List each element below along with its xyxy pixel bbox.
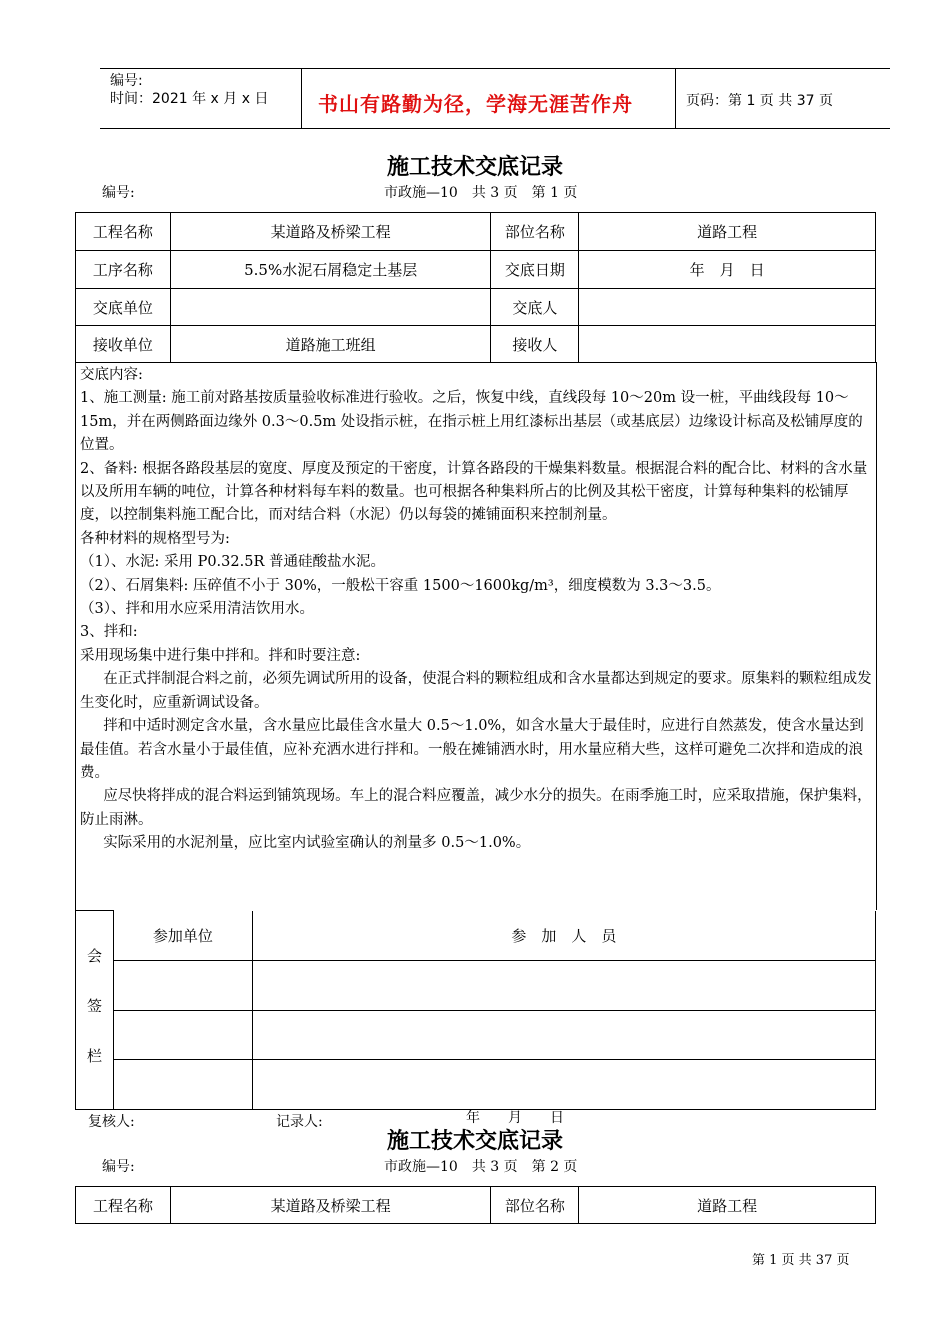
sign-cell: [252, 1011, 875, 1060]
cell-value: 5.5%水泥石屑稳定土基层: [170, 251, 491, 289]
cell-value: [170, 289, 491, 326]
header-bottom-rule: [100, 128, 890, 129]
record-title: 施工技术交底记录: [386, 154, 563, 180]
content-paragraph: 在正式拌制混合料之前，必须先调试所用的设备，使混合料的颗粒组成和含水量都达到规定的要求。原集料的颗粒组成发生变化时，应重新调试设备。: [80, 671, 872, 711]
info-row: [76, 1187, 876, 1224]
recorder-label: 记录人:: [276, 1114, 323, 1130]
sign-col-people: 参 加 人 员: [252, 911, 875, 961]
sign-cell: [113, 1011, 252, 1060]
sign-col-unit: 参加单位: [113, 911, 252, 961]
cell-value: 某道路及桥梁工程: [170, 1187, 491, 1224]
reviewer-label: 复核人:: [88, 1114, 135, 1130]
content-paragraph: 拌和中适时测定含水量，含水量应比最佳含水量大 0.5～1.0%，如含水量大于最佳时，应进行自然蒸发，使含水量达到最佳值。若含水量小于最佳值，应补充洒水进行拌和。一般在摊铺洒水时，用水量应稍大些，这样可避免二次拌和造成的浪费。: [80, 718, 864, 781]
sign-label-char: 栏: [86, 1047, 102, 1065]
sign-row: [76, 1011, 876, 1060]
page-footer: 第 1 页 共 37 页: [752, 1253, 850, 1268]
cell-label: 交底人: [491, 289, 579, 326]
cell-label: 交底单位: [76, 289, 171, 326]
cell-value: 道路施工班组: [170, 326, 491, 363]
cell-value: [579, 289, 876, 326]
cell-label: 部位名称: [491, 1187, 579, 1224]
cell-value: [579, 326, 876, 363]
sign-cell: [113, 1060, 252, 1110]
content-paragraph: （3）、拌和用水应采用清洁饮用水。: [80, 601, 314, 618]
cell-label: 接收单位: [76, 326, 171, 363]
record-info-table-2: [75, 1186, 876, 1224]
record-code: 市政施—10 共 3 页 第 1 页: [384, 185, 578, 201]
cell-label: 工序名称: [76, 251, 171, 289]
record-serial-label-2: 编号:: [102, 1159, 135, 1175]
cell-label: 工程名称: [76, 213, 171, 251]
header-divider-right: [675, 68, 676, 129]
cell-label: 工程名称: [76, 1187, 171, 1224]
header-motto: 书山有路勤为径，学海无涯苦作舟: [318, 92, 633, 116]
record-date: 年 月 日: [466, 1110, 564, 1126]
info-row: [76, 289, 876, 326]
cell-label: 部位名称: [491, 213, 579, 251]
record-info-table: [75, 212, 876, 363]
header-divider-left: [301, 68, 302, 129]
header-time: 时间：2021 年 x 月 x 日: [110, 91, 269, 107]
sign-header-row: [76, 911, 876, 961]
record-code-2: 市政施—10 共 3 页 第 2 页: [384, 1159, 578, 1175]
content-paragraph: （1）、水泥: 采用 P0.32.5R 普通硅酸盐水泥。: [80, 554, 385, 571]
info-row: [76, 326, 876, 363]
header-serial-label: 编号:: [110, 73, 143, 89]
content-paragraph: 2、备料: 根据各路段基层的宽度、厚度及预定的干密度，计算各路段的干燥集料数量。根据混合料的配合比、材料的含水量以及所用车辆的吨位，计算各种材料每车料的数量。也可根据各种集料所占的比例及其松干密度，计算每种集料的松铺厚度，以控制集料施工配合比，而对结合料（水泥）仍以每袋的摊铺面积来控制剂量。: [80, 460, 868, 524]
sign-cell: [252, 961, 875, 1011]
sign-row: [76, 961, 876, 1011]
cell-value: 道路工程: [579, 1187, 876, 1224]
content-paragraph: 实际采用的水泥剂量，应比室内试验室确认的剂量多 0.5～1.0%。: [103, 835, 531, 852]
content-paragraph: 应尽快将拌成的混合料运到铺筑现场。车上的混合料应覆盖，减少水分的损失。在雨季施工时，应采取措施，保护集料，防止雨淋。: [80, 788, 872, 828]
content-paragraph: 3、拌和:: [80, 624, 138, 641]
sign-cell: [252, 1060, 875, 1110]
disclosure-content: [80, 364, 872, 856]
sign-label-char: 会: [86, 947, 102, 965]
content-heading: 交底内容:: [80, 367, 143, 383]
info-row: [76, 251, 876, 289]
sign-label-char: 签: [86, 997, 102, 1015]
sign-vertical-label: [76, 911, 114, 1110]
sign-off-table: [75, 910, 876, 1110]
sign-cell: [113, 961, 252, 1011]
sign-row: [76, 1060, 876, 1110]
cell-value: 某道路及桥梁工程: [170, 213, 491, 251]
header-page-number: 页码：第 1 页 共 37 页: [686, 93, 833, 109]
content-paragraph: 采用现场集中进行集中拌和。拌和时要注意:: [80, 647, 361, 664]
cell-value: 道路工程: [579, 213, 876, 251]
cell-label: 交底日期: [491, 251, 579, 289]
cell-label: 接收人: [491, 326, 579, 363]
record-serial-label: 编号:: [102, 185, 135, 201]
content-paragraph: 1、施工测量: 施工前对路基按质量验收标准进行验收。之后，恢复中线，直线段每 10～20m 设一桩，平曲线段每 10～15m，并在两侧路面边缘外 0.3～0.5m 处设指示桩，在指示桩上用红漆标出基层（或基底层）边缘设计标高及松铺厚度的位置。: [80, 390, 863, 454]
record-title-2: 施工技术交底记录: [386, 1128, 563, 1154]
cell-value: 年 月 日: [579, 251, 876, 289]
content-paragraph: （2）、石屑集料: 压碎值不小于 30%，一般松干容重 1500～1600kg/m³，细度模数为 3.3～3.5。: [80, 577, 721, 594]
content-paragraph: 各种材料的规格型号为:: [80, 530, 230, 547]
info-row: [76, 213, 876, 251]
header-top-rule: [100, 68, 890, 69]
